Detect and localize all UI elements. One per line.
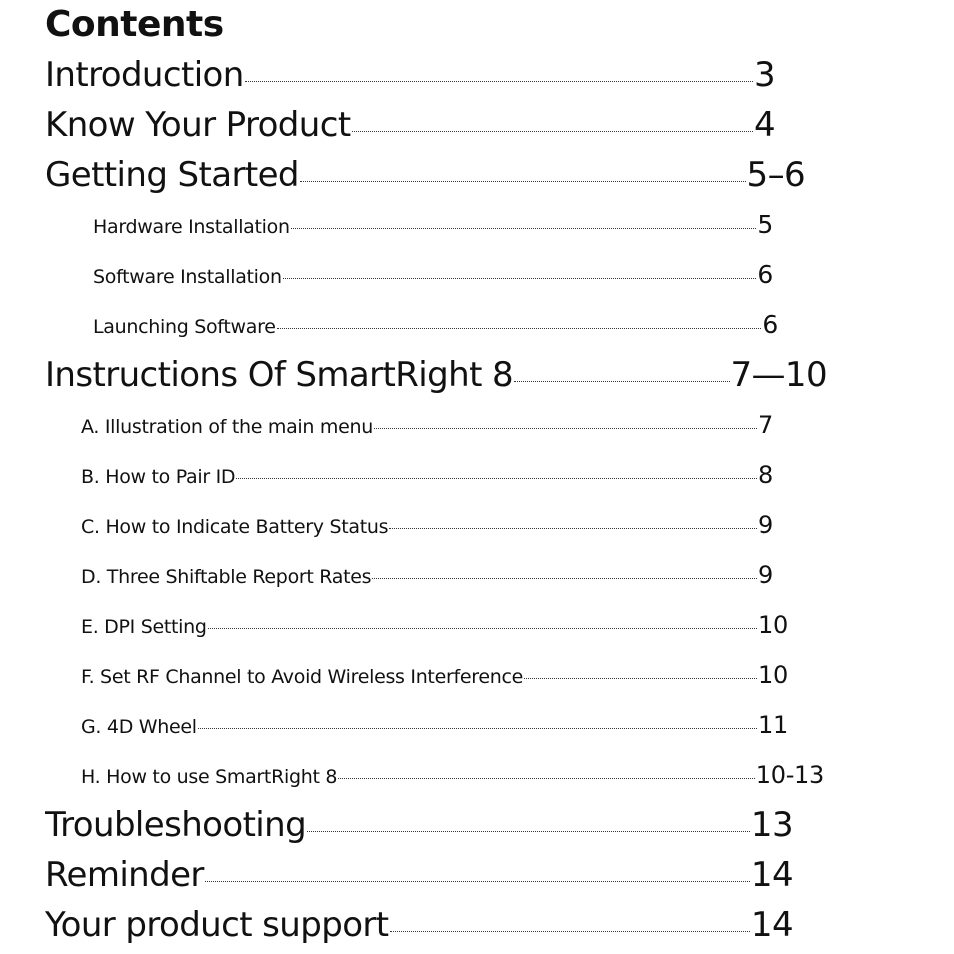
dot-leader: [283, 278, 757, 279]
toc-entry-rf-channel[interactable]: [81, 661, 788, 689]
toc-entry-label: D. Three Shiftable Report Rates: [81, 566, 372, 588]
toc-page-number: 11: [758, 711, 788, 739]
dot-leader: [291, 228, 757, 229]
toc-entry-launching-software[interactable]: [93, 311, 778, 339]
toc-page-number: 7: [758, 411, 773, 439]
dot-leader: [205, 881, 750, 882]
toc-page-number: 6: [762, 311, 778, 339]
toc-entry-getting-started[interactable]: [45, 153, 805, 197]
toc-entry-main-menu[interactable]: [81, 411, 773, 439]
toc-entry-pair-id[interactable]: [81, 461, 773, 489]
page-title: Contents: [45, 4, 224, 45]
toc-page-number: 4: [753, 105, 775, 145]
toc-page-number: 5–6: [746, 155, 805, 195]
toc-entry-label: Instructions Of SmartRight 8: [45, 355, 514, 395]
toc-entry-hardware-installation[interactable]: [93, 211, 773, 239]
toc-page-number: 14: [750, 855, 793, 895]
dot-leader: [389, 528, 757, 529]
toc-page-number: 10: [758, 611, 788, 639]
toc-entry-label: Troubleshooting: [45, 805, 307, 845]
toc-page-number: 13: [750, 805, 793, 845]
dot-leader: [524, 678, 757, 679]
toc-entry-software-installation[interactable]: [93, 261, 773, 289]
toc-entry-label: Getting Started: [45, 155, 299, 195]
dot-leader: [198, 728, 757, 729]
toc-entry-label: G. 4D Wheel: [81, 716, 197, 738]
toc-entry-dpi-setting[interactable]: [81, 611, 788, 639]
toc-entry-battery-status[interactable]: [81, 511, 773, 539]
toc-entry-label: H. How to use SmartRight 8: [81, 766, 338, 788]
toc-entry-label: Software Installation: [93, 266, 282, 288]
toc-page-number: 6: [757, 261, 773, 289]
dot-leader: [390, 931, 750, 932]
toc-entry-label: Introduction: [45, 55, 244, 95]
dot-leader: [236, 478, 757, 479]
dot-leader: [338, 778, 755, 779]
dot-leader: [277, 328, 762, 329]
toc-entry-label: B. How to Pair ID: [81, 466, 236, 488]
toc-entry-report-rates[interactable]: [81, 561, 773, 589]
toc-page-number: 14: [750, 905, 793, 945]
dot-leader: [372, 578, 757, 579]
dot-leader: [374, 428, 757, 429]
toc-entry-label: Know Your Product: [45, 105, 351, 145]
toc-entry-label: Your product support: [45, 905, 389, 945]
toc-page-number: 9: [758, 511, 773, 539]
dot-leader: [514, 381, 729, 382]
toc-page-number: 9: [758, 561, 773, 589]
toc-entry-label: A. Illustration of the main menu: [81, 416, 373, 438]
dot-leader: [300, 181, 746, 182]
toc-entry-label: Hardware Installation: [93, 216, 290, 238]
toc-entry-troubleshooting[interactable]: [45, 803, 793, 847]
toc-entry-instructions-smartright-8[interactable]: [45, 353, 827, 397]
toc-entry-know-your-product[interactable]: [45, 103, 775, 147]
toc-entry-4d-wheel[interactable]: [81, 711, 788, 739]
toc-entry-introduction[interactable]: [45, 53, 775, 97]
toc-page-number: 10-13: [755, 761, 824, 789]
toc-entry-label: Reminder: [45, 855, 204, 895]
toc-entry-reminder[interactable]: [45, 853, 793, 897]
toc-page-number: 5: [757, 211, 773, 239]
toc-page-number: 7—10: [730, 355, 827, 395]
dot-leader: [208, 628, 757, 629]
toc-entry-label: C. How to Indicate Battery Status: [81, 516, 389, 538]
dot-leader: [245, 81, 753, 82]
toc-entry-how-to-use-smartright-8[interactable]: [81, 761, 824, 789]
toc-entry-label: F. Set RF Channel to Avoid Wireless Interference: [81, 666, 524, 688]
toc-entry-label: Launching Software: [93, 316, 276, 338]
toc-page-number: 10: [758, 661, 788, 689]
dot-leader: [307, 831, 750, 832]
dot-leader: [352, 131, 753, 132]
toc-page-number: 8: [758, 461, 773, 489]
toc-page-number: 3: [753, 55, 775, 95]
toc-entry-product-support[interactable]: [45, 903, 793, 947]
toc-entry-label: E. DPI Setting: [81, 616, 207, 638]
